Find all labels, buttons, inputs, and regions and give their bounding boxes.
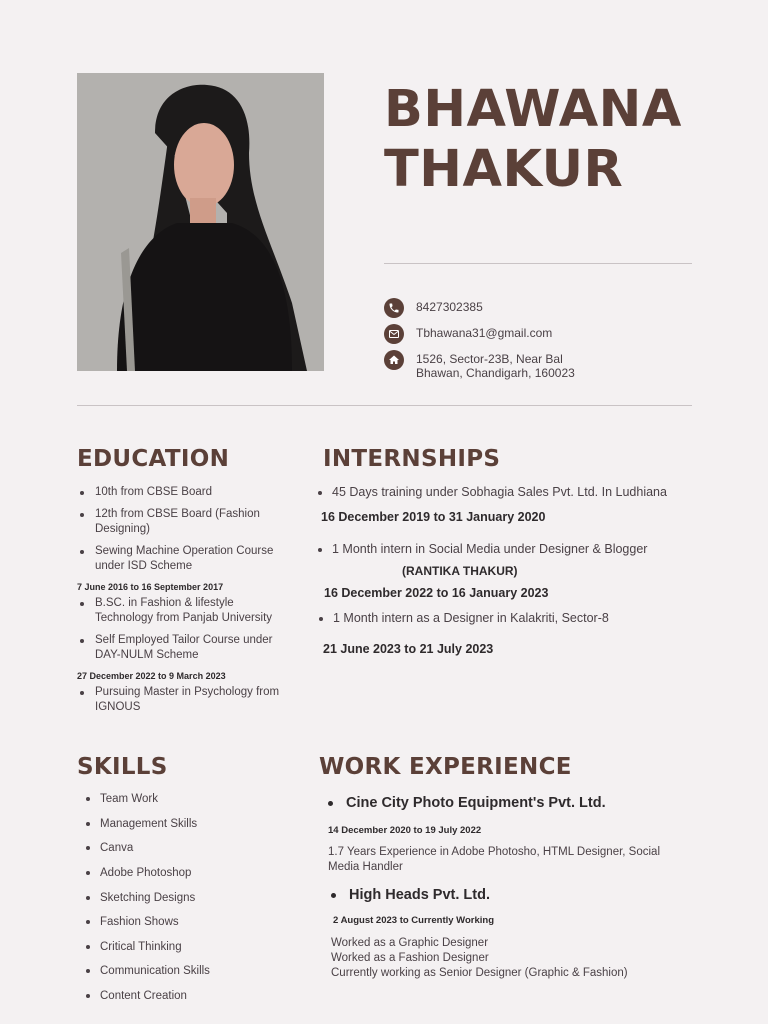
list-item: 10th from CBSE Board <box>77 485 287 500</box>
skill-label: Critical Thinking <box>100 941 182 953</box>
profile-photo <box>77 73 324 371</box>
internship-1-date: 16 December 2019 to 31 January 2020 <box>321 510 546 524</box>
address-text: 1526, Sector-23B, Near Bal Bhawan, Chandigarh, 160023 <box>416 352 575 380</box>
internships-title: INTERNSHIPS <box>323 446 501 472</box>
contact-email[interactable] <box>384 324 552 344</box>
bullet-icon <box>86 871 90 875</box>
bullet-icon <box>86 846 90 850</box>
bullet-icon <box>328 801 333 806</box>
internship-2 <box>318 542 647 556</box>
internship-3 <box>319 611 609 625</box>
email-text: Tbhawana31@gmail.com <box>416 326 553 340</box>
list-item: 12th from CBSE Board (Fashion Designing) <box>77 507 287 537</box>
job-1-company <box>328 795 606 811</box>
internship-3-date: 21 June 2023 to 21 July 2023 <box>323 642 494 656</box>
bullet-icon <box>86 797 90 801</box>
list-item: B.SC. in Fashion & lifestyle Technology from Panjab University <box>77 596 287 626</box>
education-section <box>77 485 287 715</box>
contact-phone[interactable] <box>384 298 483 318</box>
skill-label: Adobe Photoshop <box>100 867 192 879</box>
first-name: BHAWANA <box>384 80 682 139</box>
skill-label: Communication Skills <box>100 965 210 977</box>
skill-label: Team Work <box>100 793 158 805</box>
skill-item <box>86 793 158 805</box>
bullet-icon <box>86 896 90 900</box>
bullet-icon <box>86 994 90 998</box>
skills-title: SKILLS <box>77 754 168 780</box>
internship-3-text: 1 Month intern as a Designer in Kalakriti, Sector-8 <box>333 611 609 625</box>
divider-top <box>384 263 692 264</box>
skill-item <box>86 916 179 928</box>
internship-2-date: 16 December 2022 to 16 January 2023 <box>324 586 549 600</box>
skill-label: Fashion Shows <box>100 916 179 928</box>
internship-1 <box>318 485 667 499</box>
bullet-icon <box>86 945 90 949</box>
internship-1-text: 45 Days training under Sobhagia Sales Pvt. Ltd. In Ludhiana <box>332 485 667 499</box>
last-name: THAKUR <box>384 140 624 199</box>
job-1-description: 1.7 Years Experience in Adobe Photosho, HTML Designer, Social Media Handler <box>328 846 661 873</box>
bullet-icon <box>331 893 336 898</box>
skill-item <box>86 867 191 879</box>
education-list-1 <box>77 485 287 574</box>
skill-label: Sketching Designs <box>100 892 196 904</box>
skill-label: Canva <box>100 842 134 854</box>
education-date-1: 7 June 2016 to 16 September 2017 <box>77 582 224 592</box>
job-1-company-name: Cine City Photo Equipment's Pvt. Ltd. <box>346 795 606 811</box>
education-title: EDUCATION <box>77 446 230 472</box>
job-2-company-name: High Heads Pvt. Ltd. <box>349 887 490 903</box>
phone-icon <box>384 298 404 318</box>
job-2-date: 2 August 2023 to Currently Working <box>333 915 494 926</box>
skill-item <box>86 892 195 904</box>
skill-item <box>86 842 133 854</box>
bullet-icon <box>318 548 322 552</box>
divider-middle <box>77 405 692 406</box>
skill-item <box>86 818 197 830</box>
work-experience-title: WORK EXPERIENCE <box>319 754 572 780</box>
skill-label: Content Creation <box>100 990 187 1002</box>
home-icon <box>384 350 404 370</box>
phone-text: 8427302385 <box>416 300 483 314</box>
internship-2-text: 1 Month intern in Social Media under Designer & Blogger <box>332 542 648 556</box>
contact-address <box>384 350 575 380</box>
skill-item <box>86 965 210 977</box>
bullet-icon <box>318 491 322 495</box>
internship-2-mentor: (RANTIKA THAKUR) <box>402 564 518 578</box>
education-date-2: 27 December 2022 to 9 March 2023 <box>77 671 226 681</box>
full-name <box>384 80 724 200</box>
bullet-icon <box>86 920 90 924</box>
list-item: Pursuing Master in Psychology from IGNOUS <box>77 685 287 715</box>
list-item: Sewing Machine Operation Course under ISD Scheme <box>77 544 287 574</box>
list-item: Self Employed Tailor Course under DAY-NULM Scheme <box>77 633 287 663</box>
skill-item <box>86 990 187 1002</box>
bullet-icon <box>319 617 323 621</box>
bullet-icon <box>86 969 90 973</box>
education-list-3 <box>77 685 287 715</box>
mail-icon <box>384 324 404 344</box>
job-2-company <box>331 887 490 903</box>
skill-item <box>86 941 182 953</box>
job-1-date: 14 December 2020 to 19 July 2022 <box>328 825 482 836</box>
skill-label: Management Skills <box>100 818 198 830</box>
education-list-2 <box>77 596 287 663</box>
bullet-icon <box>86 822 90 826</box>
job-2-description: Worked as a Graphic Designer Worked as a Fashion Designer Currently working as Senior Designer (Graphic & Fashion) <box>331 937 628 979</box>
